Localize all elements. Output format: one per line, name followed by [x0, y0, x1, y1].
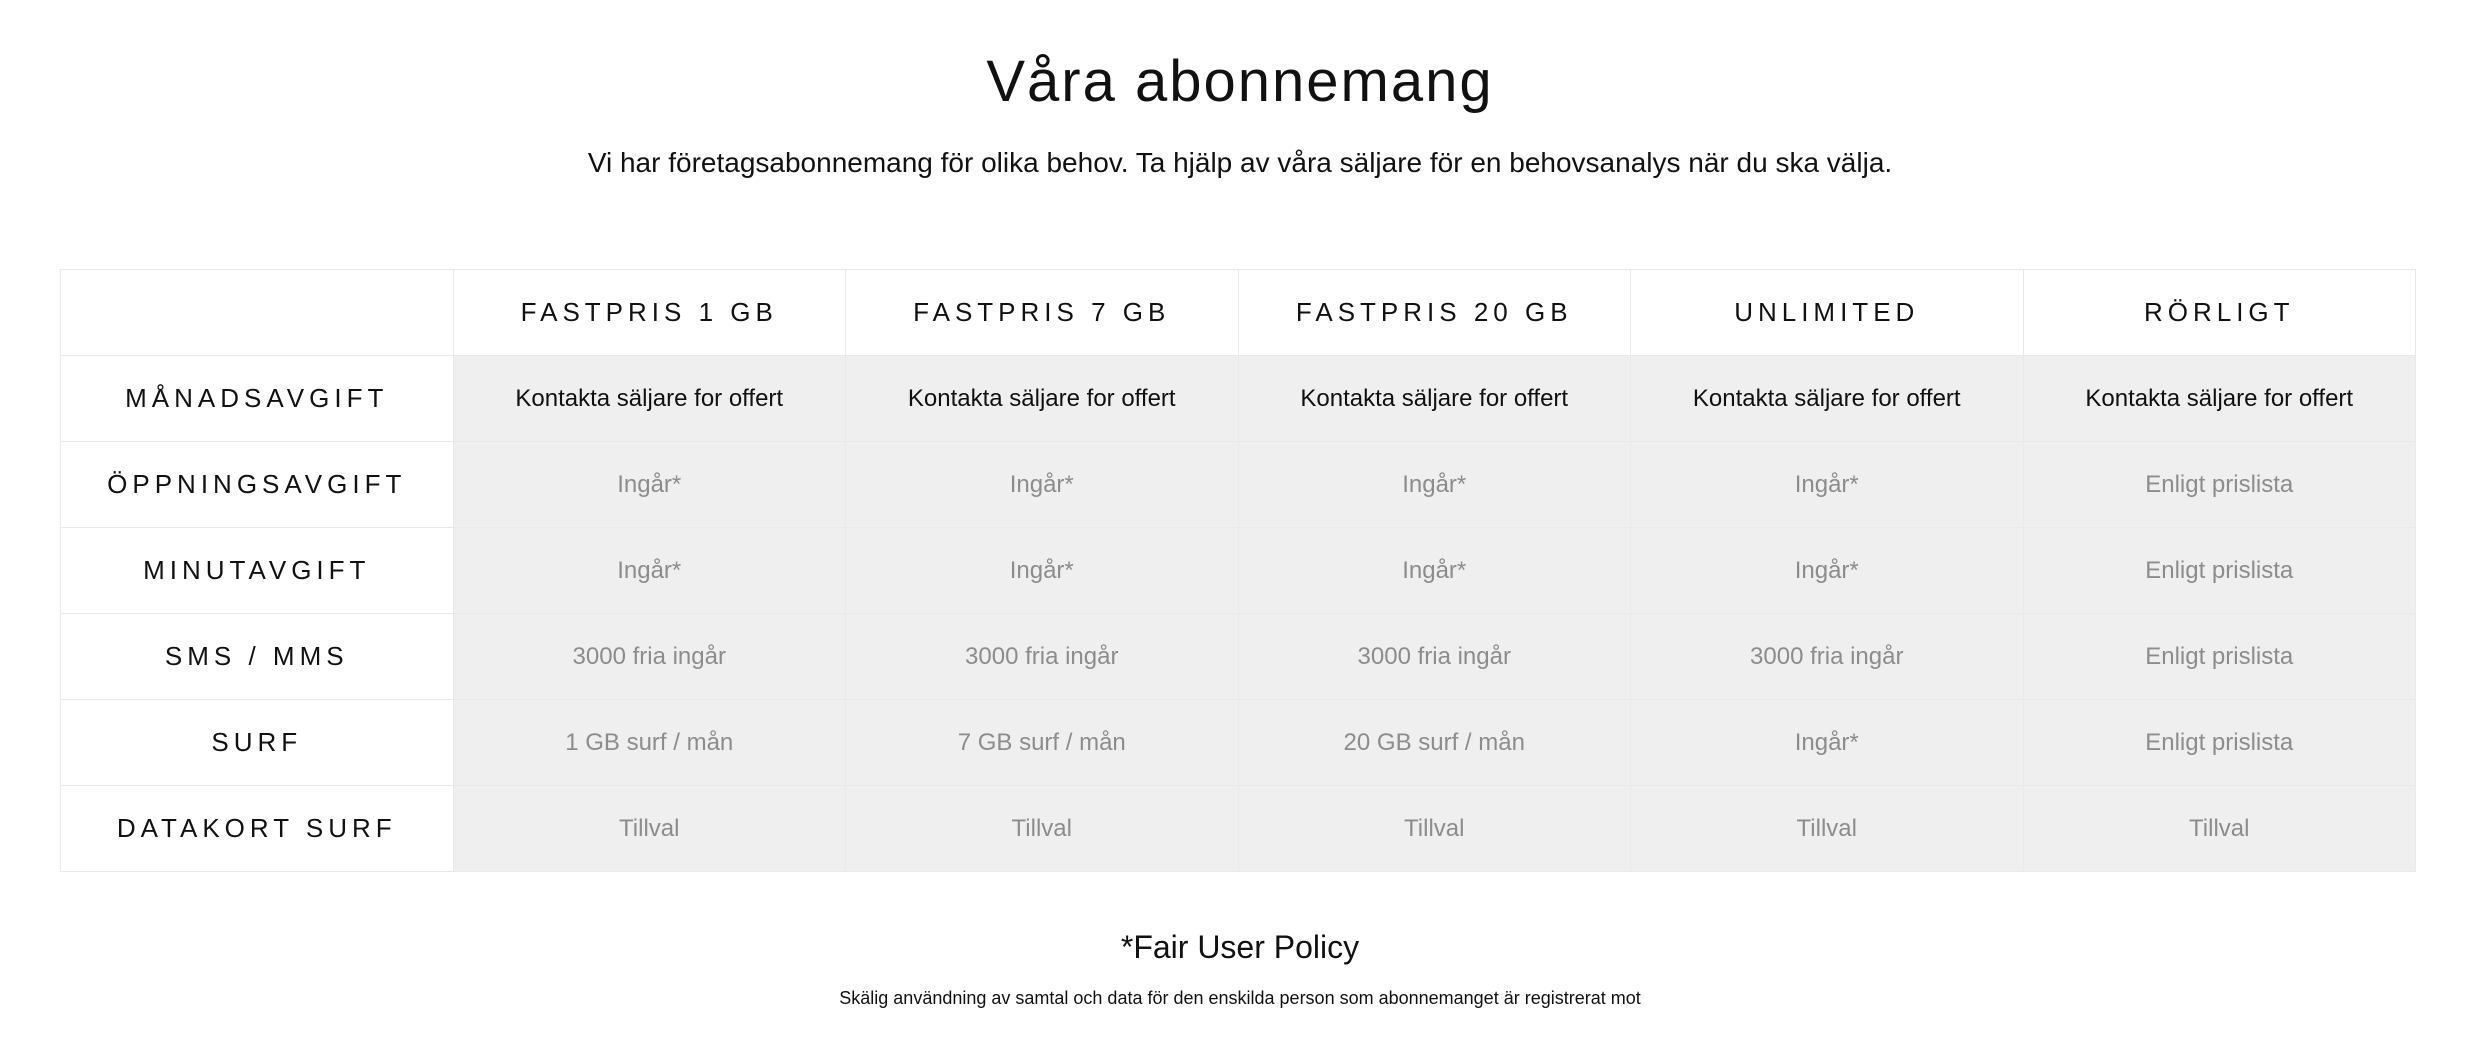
- fair-user-policy-title: *Fair User Policy: [1120, 929, 1360, 965]
- table-row: [61, 442, 2416, 528]
- row-label: DATAKORT SURF: [61, 786, 454, 872]
- table-cell: Ingår*: [846, 528, 1239, 614]
- table-cell: Enligt prislista: [2023, 700, 2416, 786]
- table-cell: Enligt prislista: [2023, 614, 2416, 700]
- table-cell: Ingår*: [1238, 442, 1631, 528]
- fair-user-policy-text: Skälig användning av samtal och data för den enskilda person som abonnemanget är registrerat mot: [839, 988, 1641, 1008]
- table-cell: 3000 fria ingår: [1631, 614, 2024, 700]
- table-cell: Tillval: [1631, 786, 2024, 872]
- table-cell: Kontakta säljare for offert: [846, 356, 1239, 442]
- table-cell: Tillval: [1238, 786, 1631, 872]
- table-cell: Ingår*: [1238, 528, 1631, 614]
- plans-comparison-table: [60, 269, 2416, 872]
- table-cell: 20 GB surf / mån: [1238, 700, 1631, 786]
- table-cell: Ingår*: [1631, 528, 2024, 614]
- table-cell: Tillval: [846, 786, 1239, 872]
- row-label: ÖPPNINGSAVGIFT: [61, 442, 454, 528]
- row-label: MINUTAVGIFT: [61, 528, 454, 614]
- table-row: [61, 528, 2416, 614]
- table-cell: 3000 fria ingår: [846, 614, 1239, 700]
- table-cell: 7 GB surf / mån: [846, 700, 1239, 786]
- column-header: UNLIMITED: [1631, 270, 2024, 356]
- table-corner-cell: [61, 270, 454, 356]
- table-cell: Ingår*: [1631, 700, 2024, 786]
- table-cell: 3000 fria ingår: [453, 614, 846, 700]
- table-cell: Kontakta säljare for offert: [1238, 356, 1631, 442]
- table-row: [61, 700, 2416, 786]
- table-cell: Kontakta säljare for offert: [1631, 356, 2024, 442]
- table-cell: Tillval: [2023, 786, 2416, 872]
- table-row: [61, 786, 2416, 872]
- column-header: FASTPRIS 7 GB: [846, 270, 1239, 356]
- table-cell: Enligt prislista: [2023, 528, 2416, 614]
- row-label: SURF: [61, 700, 454, 786]
- table-cell: Tillval: [453, 786, 846, 872]
- page-title: Våra abonnemang: [986, 49, 1494, 114]
- table-cell: Ingår*: [1631, 442, 2024, 528]
- table-cell: Ingår*: [453, 442, 846, 528]
- table-row: [61, 356, 2416, 442]
- column-header: FASTPRIS 1 GB: [453, 270, 846, 356]
- row-label: SMS / MMS: [61, 614, 454, 700]
- row-label: MÅNADSAVGIFT: [61, 356, 454, 442]
- table-cell: 3000 fria ingår: [1238, 614, 1631, 700]
- column-header: RÖRLIGT: [2023, 270, 2416, 356]
- table-row: [61, 614, 2416, 700]
- page-subtitle: Vi har företagsabonnemang för olika behov. Ta hjälp av våra säljare för en behovsanalys när du ska välja.: [587, 147, 1893, 178]
- table-cell: Kontakta säljare for offert: [2023, 356, 2416, 442]
- table-cell: Ingår*: [846, 442, 1239, 528]
- table-header-row: [61, 270, 2416, 356]
- table-cell: Ingår*: [453, 528, 846, 614]
- table-cell: 1 GB surf / mån: [453, 700, 846, 786]
- table-cell: Kontakta säljare for offert: [453, 356, 846, 442]
- column-header: FASTPRIS 20 GB: [1238, 270, 1631, 356]
- table-cell: Enligt prislista: [2023, 442, 2416, 528]
